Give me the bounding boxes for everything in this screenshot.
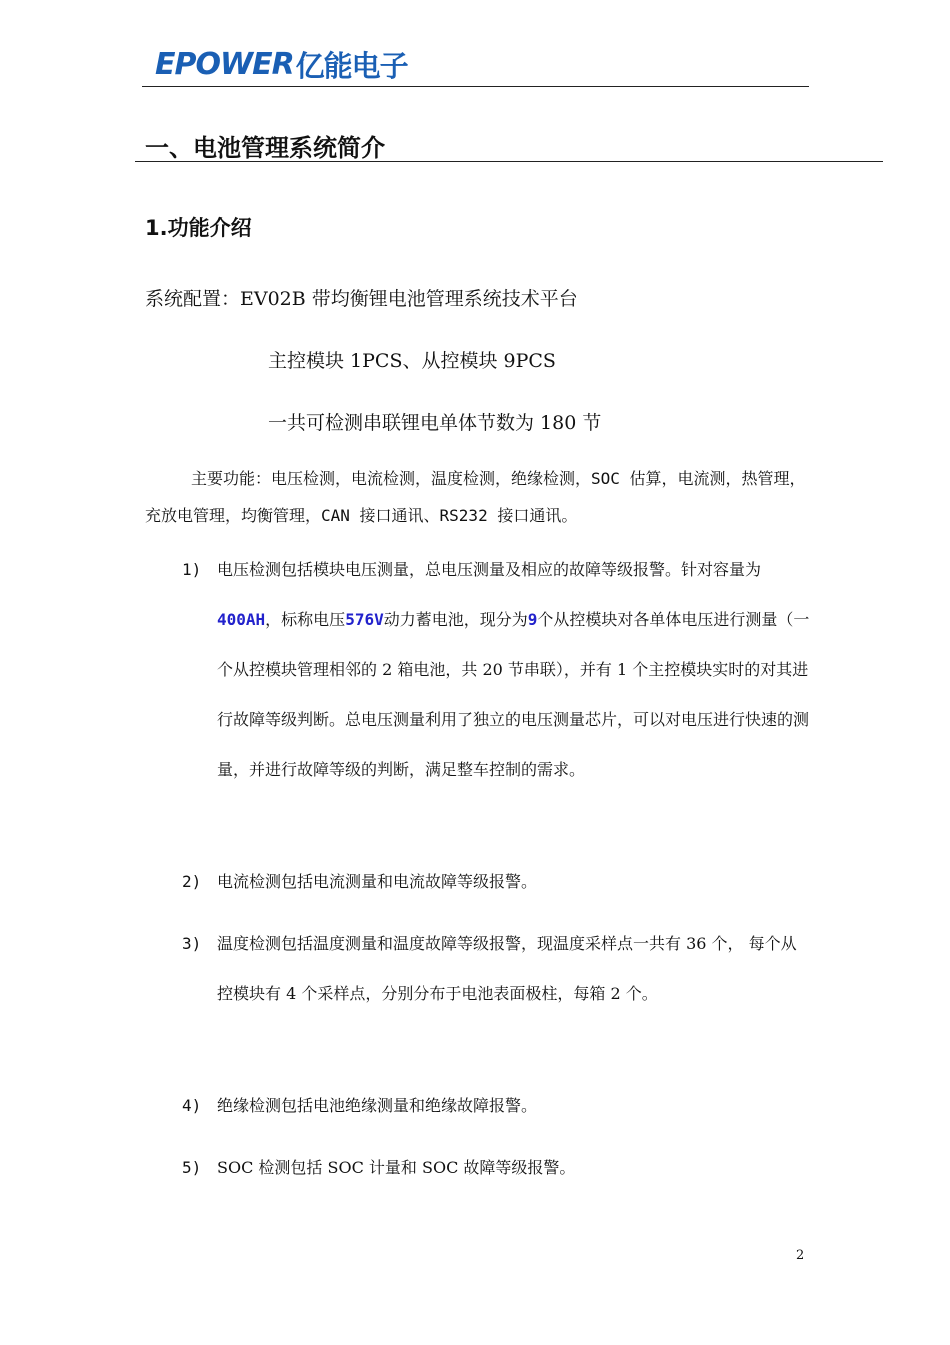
list-item-text: 电流检测包括电流测量和电流故障等级报警。 bbox=[217, 872, 538, 891]
list-item-number: 5) bbox=[182, 1158, 202, 1177]
item-text-part: 个从控模块对各单体电压进行测量（一个从控模块管理相邻的 2 箱电池，共 20 节串联），并有 1 个主控模块实时的对其进行故障等级判断。总电压测量利用了独立的电压测量芯片，可以对电压进行快速的测量，并进行故障等级的判断，满足整车控制的需求。 bbox=[217, 610, 810, 779]
module-count-value: 9 bbox=[527, 610, 538, 629]
list-item-text: SOC 检测包括 SOC 计量和 SOC 故障等级报警。 bbox=[217, 1158, 576, 1177]
voltage-value: 576V bbox=[345, 610, 384, 629]
list-item-number: 1) bbox=[182, 560, 202, 579]
section-title: 一、电池管理系统简介 bbox=[145, 134, 385, 162]
list-item-current bbox=[182, 857, 810, 907]
company-logo bbox=[155, 44, 408, 84]
item-text-part: 动力蓄电池，现分为 bbox=[383, 610, 528, 629]
header-divider bbox=[142, 86, 809, 87]
main-functions-paragraph bbox=[145, 460, 810, 534]
list-item-insulation bbox=[182, 1081, 810, 1131]
list-item-text: 绝缘检测包括电池绝缘测量和绝缘故障报警。 bbox=[217, 1096, 538, 1115]
item-text-part: ，标称电压 bbox=[265, 610, 346, 629]
config-line-3: 一共可检测串联锂电单体节数为 180 节 bbox=[268, 412, 602, 434]
list-item-voltage bbox=[182, 545, 810, 795]
subsection-title: 1.功能介绍 bbox=[145, 216, 252, 240]
capacity-value: 400AH bbox=[217, 610, 266, 629]
config-line-1: 系统配置：EV02B 带均衡锂电池管理系统技术平台 bbox=[145, 288, 578, 310]
main-functions-text: 主要功能：电压检测，电流检测，温度检测，绝缘检测，SOC 估算，电流测，热管理，充放电管理，均衡管理，CAN 接口通讯、RS232 接口通讯。 bbox=[145, 469, 806, 525]
section-divider bbox=[135, 161, 883, 162]
config-line-2: 主控模块 1PCS、从控模块 9PCS bbox=[268, 350, 556, 372]
list-item-text: 温度检测包括温度测量和温度故障等级报警，现温度采样点一共有 36 个， 每个从控模块有 4 个采样点，分别分布于电池表面极柱，每箱 2 个。 bbox=[217, 934, 797, 1003]
logo-text-cn: 亿能电子 bbox=[295, 48, 408, 83]
list-item-number: 4) bbox=[182, 1096, 202, 1115]
list-item-number: 2) bbox=[182, 872, 202, 891]
list-item-text bbox=[217, 545, 810, 795]
list-item-temperature bbox=[182, 919, 810, 1019]
item-text-part: 电压检测包括模块电压测量，总电压测量及相应的故障等级报警。针对容量为 bbox=[217, 560, 762, 579]
list-item-number: 3) bbox=[182, 934, 202, 953]
list-item-soc bbox=[182, 1143, 810, 1193]
logo-text-en: EPOWER bbox=[155, 46, 294, 82]
page-number: 2 bbox=[796, 1248, 805, 1263]
